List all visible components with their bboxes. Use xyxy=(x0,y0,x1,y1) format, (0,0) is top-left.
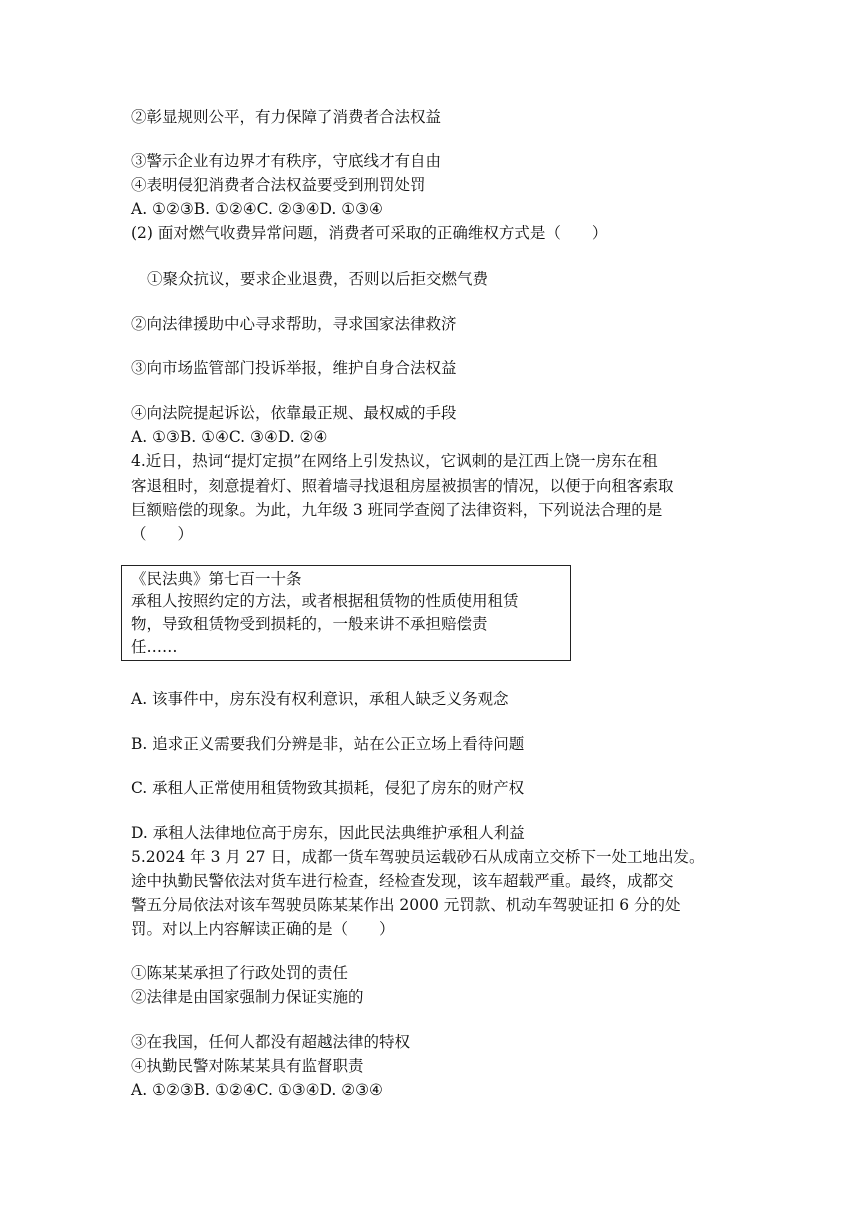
q3-part1-option-2: ②彰显规则公平，有力保障了消费者合法权益 xyxy=(131,108,442,126)
q4-stem-line-3: 巨额赔偿的现象。为此，九年级 3 班同学查阅了法律资料，下列说法合理的是 xyxy=(131,501,663,519)
q5-stem-line-2: 途中执勤民警依法对货车进行检查，经检查发现，该车超载严重。最终，成都交 xyxy=(131,872,674,890)
q3-part1-choices: A. ①②③B. ①②④C. ②③④D. ①③④ xyxy=(131,200,383,218)
q4-stem-line-2: 客退租时，刻意提着灯、照着墙寻找退租房屋被损害的情况，以便于向租客索取 xyxy=(131,477,674,495)
q5-option-4: ④执勤民警对陈某某具有监督职责 xyxy=(131,1057,364,1075)
q3-part2-option-2: ②向法律援助中心寻求帮助，寻求国家法律救济 xyxy=(131,315,457,333)
q5-option-1: ①陈某某承担了行政处罚的责任 xyxy=(131,964,349,982)
civil-code-text-line-1: 承租人按照约定的方法，或者根据租赁物的性质使用租赁 xyxy=(131,592,519,610)
q3-part2-stem: (2) 面对燃气收费异常问题，消费者可采取的正确维权方式是（ ） xyxy=(131,224,608,242)
q3-part1-option-4: ④表明侵犯消费者合法权益要受到刑罚处罚 xyxy=(131,176,426,194)
q4-option-d: D. 承租人法律地位高于房东，因此民法典维护承租人利益 xyxy=(131,824,525,842)
q5-option-3: ③在我国，任何人都没有超越法律的特权 xyxy=(131,1033,411,1051)
q3-part1-option-3: ③警示企业有边界才有秩序，守底线才有自由 xyxy=(131,152,442,170)
q3-part2-option-4: ④向法院提起诉讼，依靠最正规、最权威的手段 xyxy=(131,404,457,422)
civil-code-text-line-3: 任…… xyxy=(131,638,178,656)
q5-stem-line-1: 5.2024 年 3 月 27 日，成都一货车驾驶员运载砂石从成南立交桥下一处工地出发。 xyxy=(131,848,705,866)
q4-stem-line-1: 4.近日，热词“提灯定损”在网络上引发热议，它讽刺的是江西上饶一房东在租 xyxy=(131,452,658,470)
q4-option-b: B. 追求正义需要我们分辨是非，站在公正立场上看待问题 xyxy=(131,735,525,753)
civil-code-excerpt-box xyxy=(121,565,571,661)
q3-part2-option-1: ①聚众抗议，要求企业退费，否则以后拒交燃气费 xyxy=(147,270,489,288)
q4-option-c: C. 承租人正常使用租赁物致其损耗，侵犯了房东的财产权 xyxy=(131,779,525,797)
q3-part2-option-3: ③向市场监管部门投诉举报，维护自身合法权益 xyxy=(131,359,457,377)
q5-stem-line-4: 罚。对以上内容解读正确的是（ ） xyxy=(131,920,395,938)
q3-part2-choices: A. ①③B. ①④C. ③④D. ②④ xyxy=(131,428,328,446)
q4-stem-line-4: （ ） xyxy=(131,525,194,543)
q5-stem-line-3: 警五分局依法对该车驾驶员陈某某作出 2000 元罚款、机动车驾驶证扣 6 分的处 xyxy=(131,896,681,914)
civil-code-text-line-2: 物，导致租赁物受到损耗的，一般来讲不承担赔偿责 xyxy=(131,615,488,633)
q5-option-2: ②法律是由国家强制力保证实施的 xyxy=(131,988,364,1006)
q5-choices: A. ①②③B. ①②④C. ①③④D. ②③④ xyxy=(131,1081,383,1099)
civil-code-article-title: 《民法典》第七百一十条 xyxy=(131,570,302,588)
q4-option-a: A. 该事件中，房东没有权利意识，承租人缺乏义务观念 xyxy=(131,690,509,708)
